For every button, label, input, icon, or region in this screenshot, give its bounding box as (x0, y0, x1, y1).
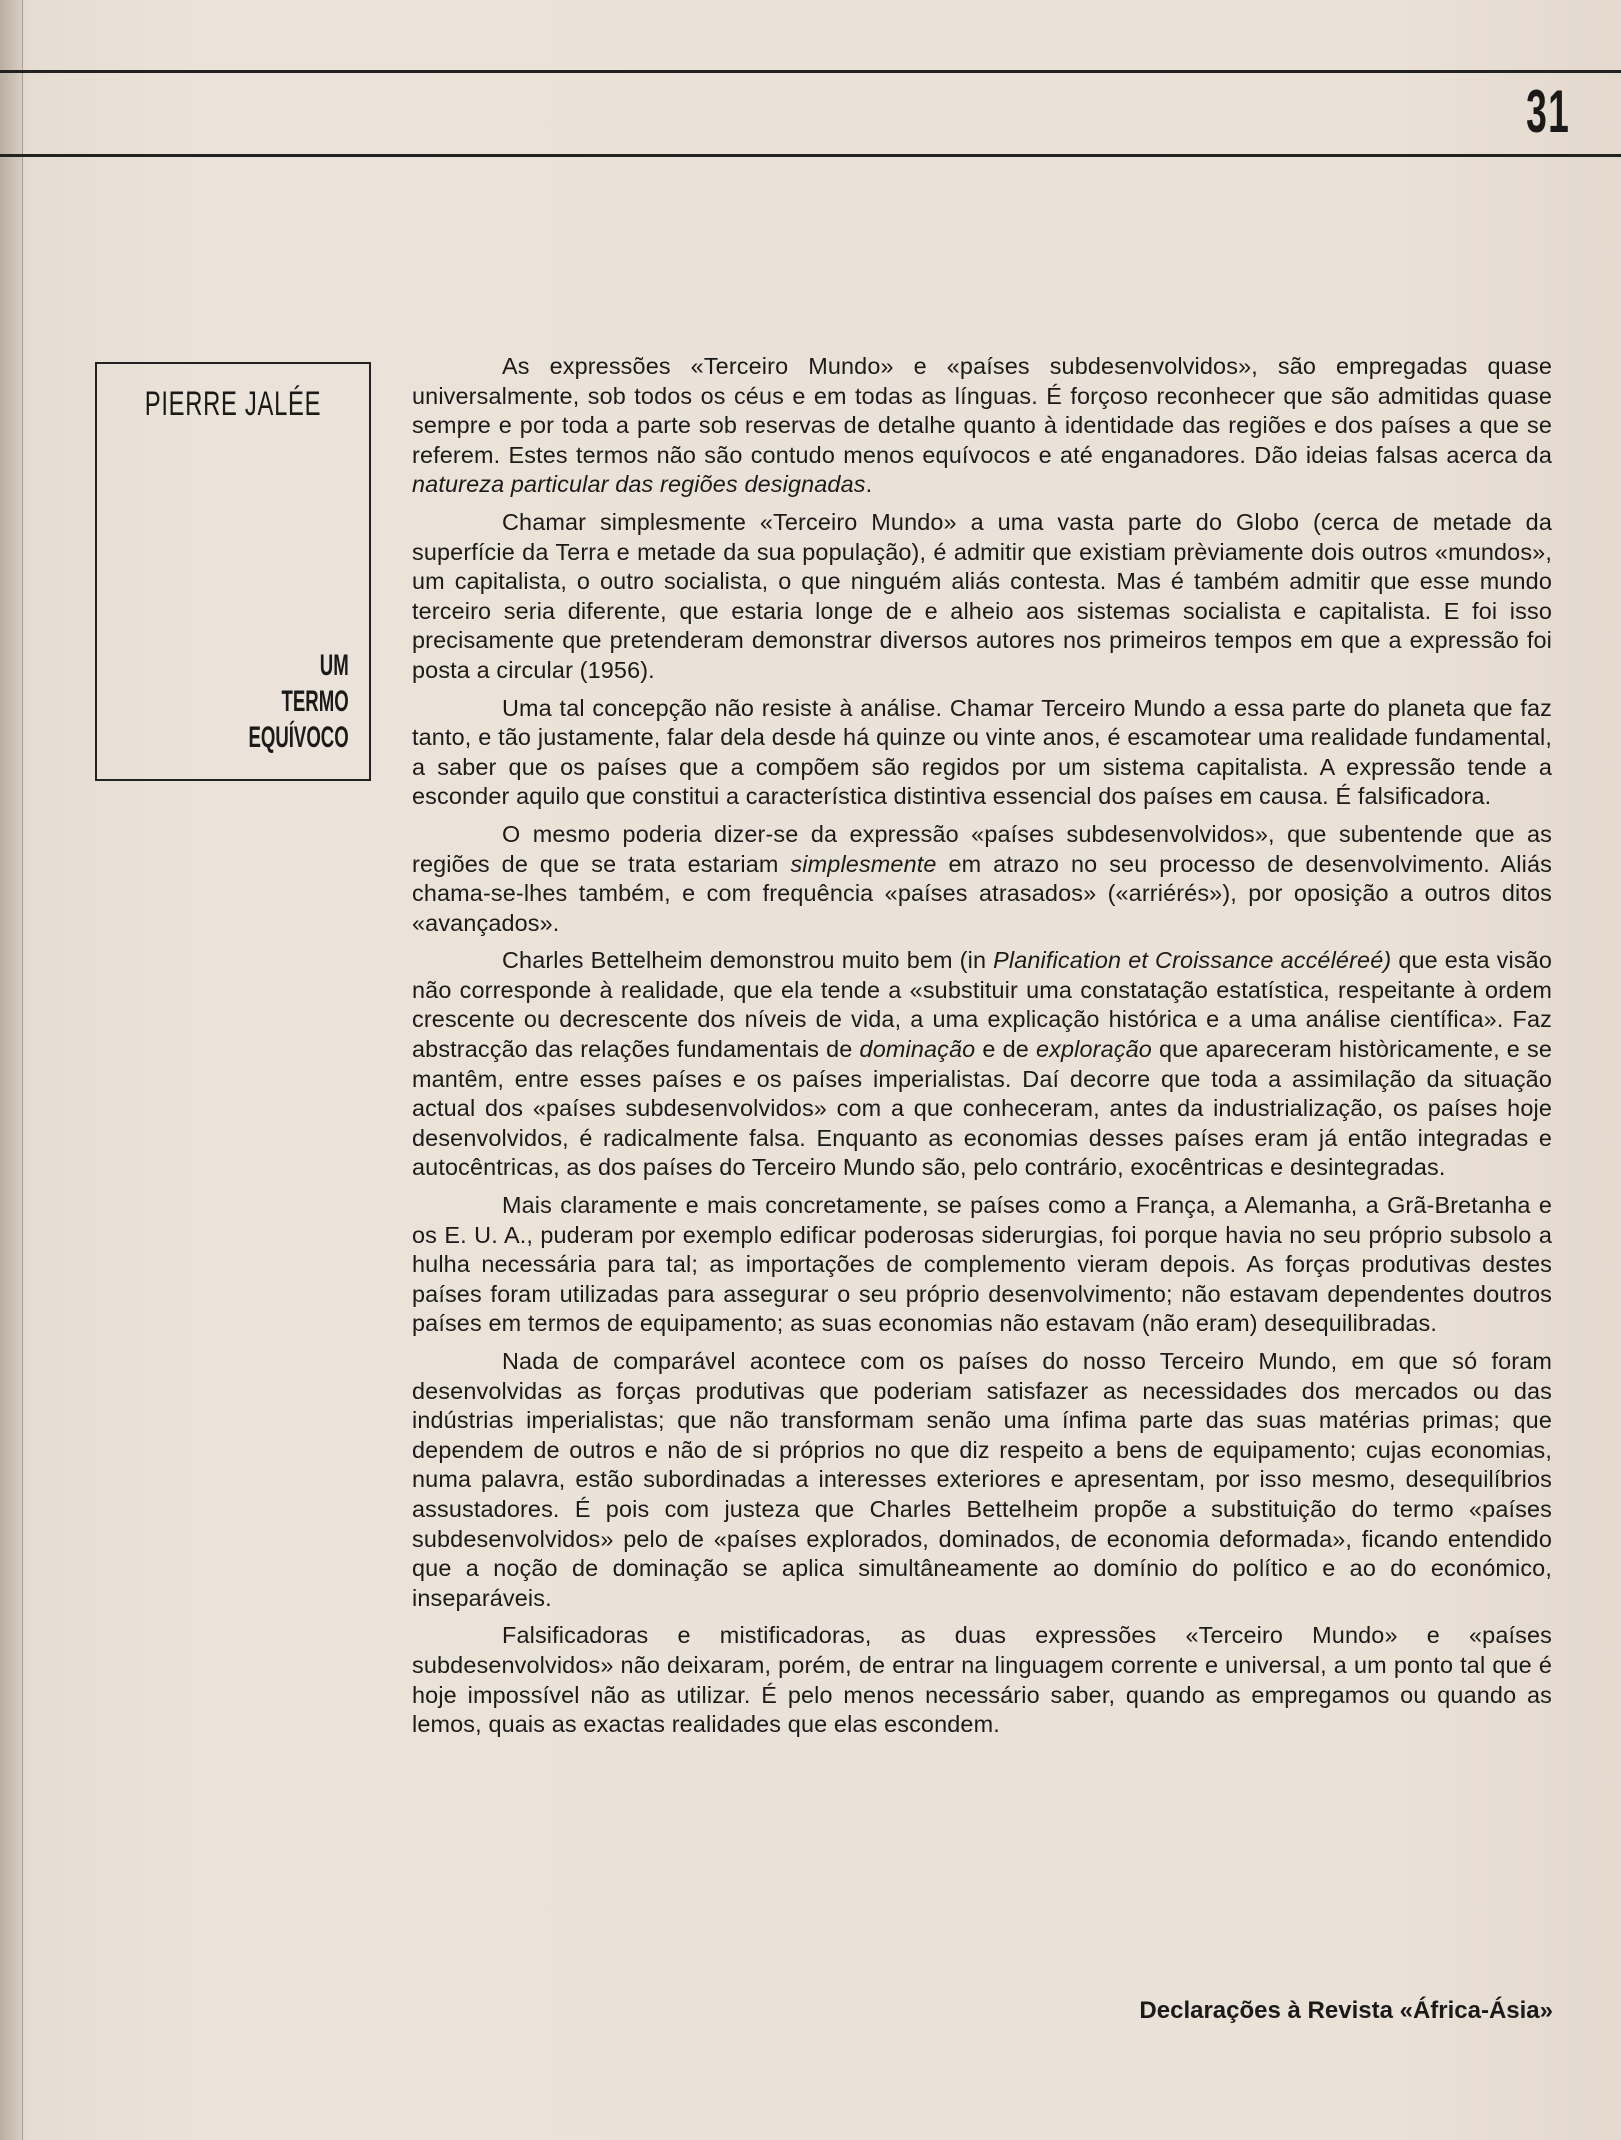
article-paragraph (412, 694, 1552, 812)
paragraph-text: Falsificadoras e mistificadoras, as duas expressões «Terceiro Mundo» e «países subdesenvolvidos» não deixaram, porém, de entrar na linguagem corrente e universal, a um ponto tal que é hoje impossível não as utilizar. É pelo menos necessário saber, quando as empregamos ou quando as lemos, quais as exactas realidades que elas escondem. (412, 1622, 1552, 1738)
paragraph-text: Nada de comparável acontece com os países do nosso Terceiro Mundo, em que só foram desenvolvidas as forças produtivas que poderiam satisfazer as necessidades dos mercados ou das indústrias imperialistas; que não transformam senão uma ínfima parte das suas matérias primas; que dependem de outros e não de si próprios no que diz respeito a bens de equipamento; cujas economias, numa palavra, estão subordinadas a interesses exteriores e apresentam, por isso mesmo, desequilíbrios assustadores. É pois com justeza que Charles Bettelheim propõe a substituição do termo «países subdesenvolvidos» pelo de «países explorados, dominados, de economia deformada», ficando entendido que a noção de dominação se aplica simultâneamente ao domínio do político e ao do económico, inseparáveis. (412, 1348, 1552, 1611)
header-rule-top (0, 70, 1621, 73)
italic-text: Planification et Croissance accéléreé) (993, 947, 1392, 974)
article-paragraph (412, 1621, 1552, 1739)
paragraph-text: O mesmo poderia dizer-se da expressão «países subdesenvolvidos», que subentende que as regiões de que se trata estariam (412, 820, 1552, 877)
paragraph-text: . (865, 471, 873, 498)
paragraph-text: que esta visão não corresponde à realidade, que ela tende a «substituir uma constatação estatística, respeitante à ordem crescente ou decrescente dos níveis de vida, a uma explicação histórica e a uma análise científica». Faz abstracção das relações fundamentais de (412, 947, 1552, 1063)
italic-text: natureza particular das regiões designadas (412, 471, 866, 498)
article-paragraph (412, 352, 1552, 500)
article-title-line: EQUÍVOCO (248, 721, 349, 754)
article-paragraph (412, 946, 1552, 1183)
article-title (249, 648, 349, 756)
paragraph-text: Mais claramente e mais concretamente, se países como a França, a Alemanha, a Grã-Bretanha e os E. U. A., puderam por exemplo edificar poderosas siderurgias, foi porque havia no seu próprio subsolo a hulha necessária para tal; as importações de complemento vieram depois. As forças produtivas destes países foram utilizadas para assegurar o seu próprio desenvolvimento; não estavam dependentes doutros países em termos de equipamento; as suas economias não estavam (não eram) desequilibradas. (412, 1192, 1552, 1337)
article-source: Declarações à Revista «África-Ásia» (1139, 1997, 1553, 2024)
article-body (412, 352, 1552, 1748)
article-paragraph (412, 508, 1552, 686)
binding-edge (0, 0, 23, 2140)
author-box (95, 362, 371, 781)
paragraph-text: As expressões «Terceiro Mundo» e «países subdesenvolvidos», são empregadas quase universalmente, sob todos os céus e em todas as línguas. É forçoso reconhecer que são admitidas quase sempre e por toda a parte sob reservas de detalhe quanto à identidade das regiões e dos países a que se referem. Estes termos não são contudo menos equívocos e até enganadores. Dão ideias falsas acerca da (412, 353, 1552, 468)
header-rule-bottom (0, 154, 1621, 157)
paragraph-text: Uma tal concepção não resiste à análise. Chamar Terceiro Mundo a essa parte do planeta que faz tanto, e tão justamente, falar dela desde há quinze ou vinte anos, é escamotear uma realidade fundamental, a saber que os países que a compõem são regidos por um sistema capitalista. A expressão tende a esconder aquilo que constitui a característica distintiva essencial dos países em causa. É falsificadora. (412, 694, 1552, 810)
article-paragraph (412, 1347, 1552, 1613)
author-name: PIERRE JALÉE (144, 385, 322, 423)
article-paragraph (412, 820, 1552, 938)
paragraph-text: Chamar simplesmente «Terceiro Mundo» a uma vasta parte do Globo (cerca de metade da superfície da Terra e metade da sua população), é admitir que existiam prèviamente dois outros «mundos», um capitalista, o outro socialista, o que ninguém aliás contesta. Mas é também admitir que esse mundo terceiro seria diferente, que estaria longe de e alheio aos sistemas socialista e capitalista. E foi isso precisamente que pretenderam demonstrar diversos autores nos primeiros tempos em que a expressão foi posta a circular (1956). (412, 508, 1552, 683)
paragraph-text: que apareceram històricamente, e se mantêm, entre esses países e os países imperialistas. Daí decorre que toda a assimilação da situação actual dos «países subdesenvolvidos» com a que conheceram, antes da industrialização, os países hoje desenvolvidos, é radicalmente falsa. Enquanto as economias desses países eram já então integradas e autocêntricas, as dos países do Terceiro Mundo são, pelo contrário, exocêntricas e desintegradas. (412, 1036, 1552, 1181)
article-title-line: TERMO (281, 685, 349, 718)
page-number: 31 (1526, 78, 1570, 145)
italic-text: exploração (1035, 1036, 1152, 1063)
paragraph-text: Charles Bettelheim demonstrou muito bem (in (502, 947, 994, 974)
article-paragraph (412, 1191, 1552, 1339)
paragraph-text: em atrazo no seu processo de desenvolvimento. Aliás chama-se-lhes também, e com frequência «países atrasados» («arriérés»), por oposição a outros ditos «avançados». (412, 850, 1553, 936)
article-title-line: UM (320, 649, 349, 682)
italic-text: dominação (859, 1036, 976, 1063)
paragraph-text: e de (975, 1036, 1036, 1063)
italic-text: simplesmente (790, 850, 937, 877)
